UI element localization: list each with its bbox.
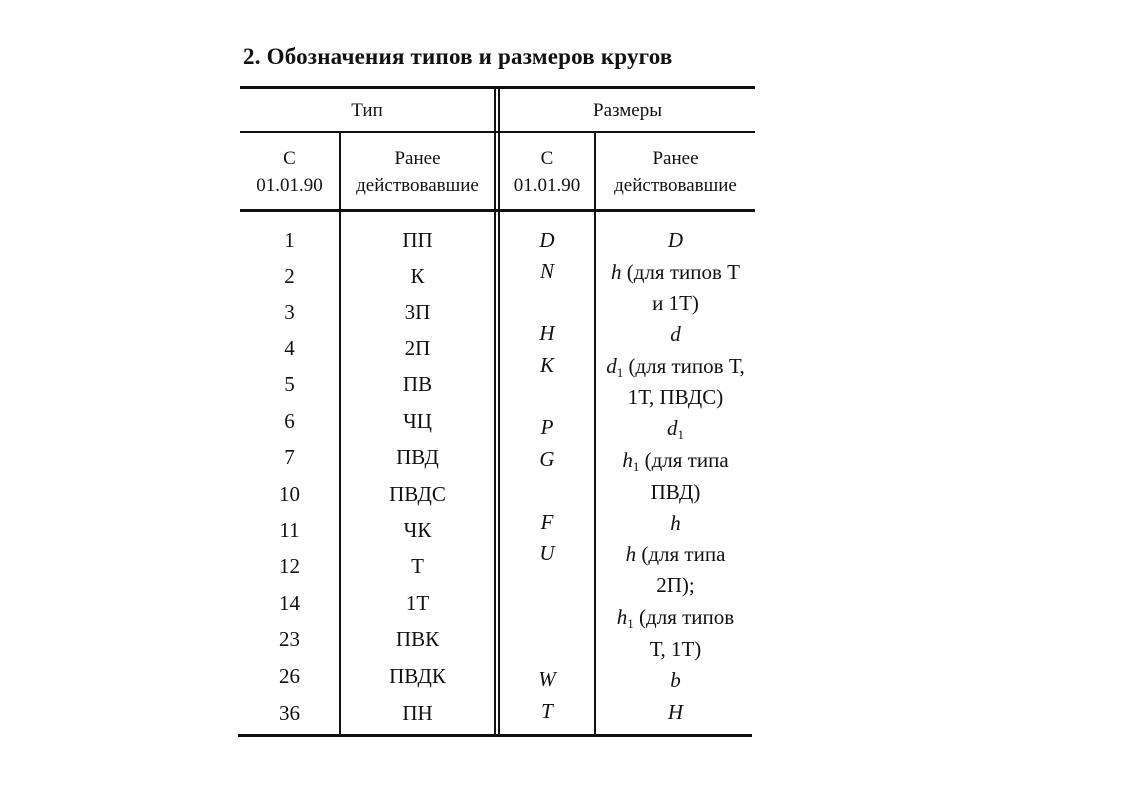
var: h [622, 448, 633, 472]
cell: 5 [284, 372, 295, 396]
header-line: Ранее [652, 148, 699, 169]
cell: D [667, 228, 684, 252]
cell: ПВДС [389, 482, 446, 506]
cell: К [410, 264, 425, 288]
header-line: 01.01.90 [513, 175, 581, 196]
cell: ПП [402, 228, 433, 252]
var: d [667, 416, 678, 440]
header-line: действовавшие [356, 175, 479, 196]
cell: 3П [404, 300, 431, 324]
var: h [625, 542, 637, 566]
cell: F [540, 510, 554, 534]
header-line: 01.01.90 [256, 175, 323, 196]
cell: 2 [284, 264, 295, 288]
cell [596, 538, 755, 570]
cell: ПВК [395, 627, 440, 651]
cell: 2П); [656, 573, 695, 597]
cell: 12 [279, 554, 300, 578]
cell: и 1Т) [652, 291, 699, 315]
subscript: 1 [632, 459, 640, 474]
cell: ПВД [396, 445, 439, 469]
subscript: 1 [616, 365, 624, 380]
cell: ЧК [403, 518, 432, 542]
cell: Т [411, 554, 424, 578]
cell: 23 [279, 627, 300, 651]
cell: ПВДК [389, 664, 446, 688]
var: h [616, 605, 628, 629]
cell: 36 [279, 701, 300, 725]
cell: ПВ [402, 372, 433, 396]
header-size-since [500, 145, 594, 199]
cell: 1Т [405, 591, 430, 615]
cell: U [539, 541, 555, 565]
cell: H [667, 700, 684, 724]
cell: Т, 1Т) [649, 637, 702, 661]
cell: 11 [279, 518, 300, 542]
cell [596, 256, 755, 288]
cell: 6 [284, 409, 295, 433]
cell: b [670, 668, 681, 692]
var: h [611, 260, 622, 284]
cell-text: (для типа [636, 542, 726, 566]
var: d [606, 354, 617, 378]
cell: 1 [284, 228, 295, 252]
cell: 7 [284, 445, 295, 469]
table-title: 2. Обозначения типов и размеров кругов [243, 44, 673, 69]
header-line: С [540, 148, 554, 169]
header-type: Тип [351, 100, 383, 121]
cell-text: (для типа [639, 448, 729, 472]
divider-double-left [494, 86, 496, 736]
subscript: 1 [677, 427, 684, 442]
cell: D [539, 228, 555, 252]
header-line: Ранее [394, 148, 441, 169]
cell: T [541, 699, 553, 723]
header-size-prev [596, 145, 755, 199]
subscript: 1 [627, 616, 634, 631]
cell: G [539, 447, 555, 471]
cell-text: (для типов Т [621, 260, 740, 284]
cell: 4 [284, 336, 295, 360]
cell-text: (для типов Т, [623, 354, 745, 378]
cell: 2П [404, 336, 431, 360]
cell: K [539, 353, 554, 377]
cell: ПВД) [650, 480, 701, 504]
cell: ПН [402, 701, 433, 725]
cell: h [670, 511, 681, 535]
header-type-since [240, 145, 339, 199]
cell: 1Т, ПВДС) [627, 385, 724, 409]
header-line: действовавшие [614, 175, 737, 196]
header-line: С [283, 148, 296, 169]
cell: 14 [279, 591, 300, 615]
cell: ЧЦ [403, 409, 432, 433]
cell: H [539, 321, 555, 345]
header-type-prev [341, 145, 494, 199]
cell: 10 [279, 482, 300, 506]
cell: P [540, 415, 554, 439]
cell: W [538, 667, 556, 691]
cell-text: (для типов [633, 605, 735, 629]
cell: 3 [284, 300, 295, 324]
cell: N [539, 259, 554, 283]
cell: d [670, 322, 681, 346]
cell: 26 [279, 664, 300, 688]
header-sizes: Размеры [593, 100, 662, 121]
